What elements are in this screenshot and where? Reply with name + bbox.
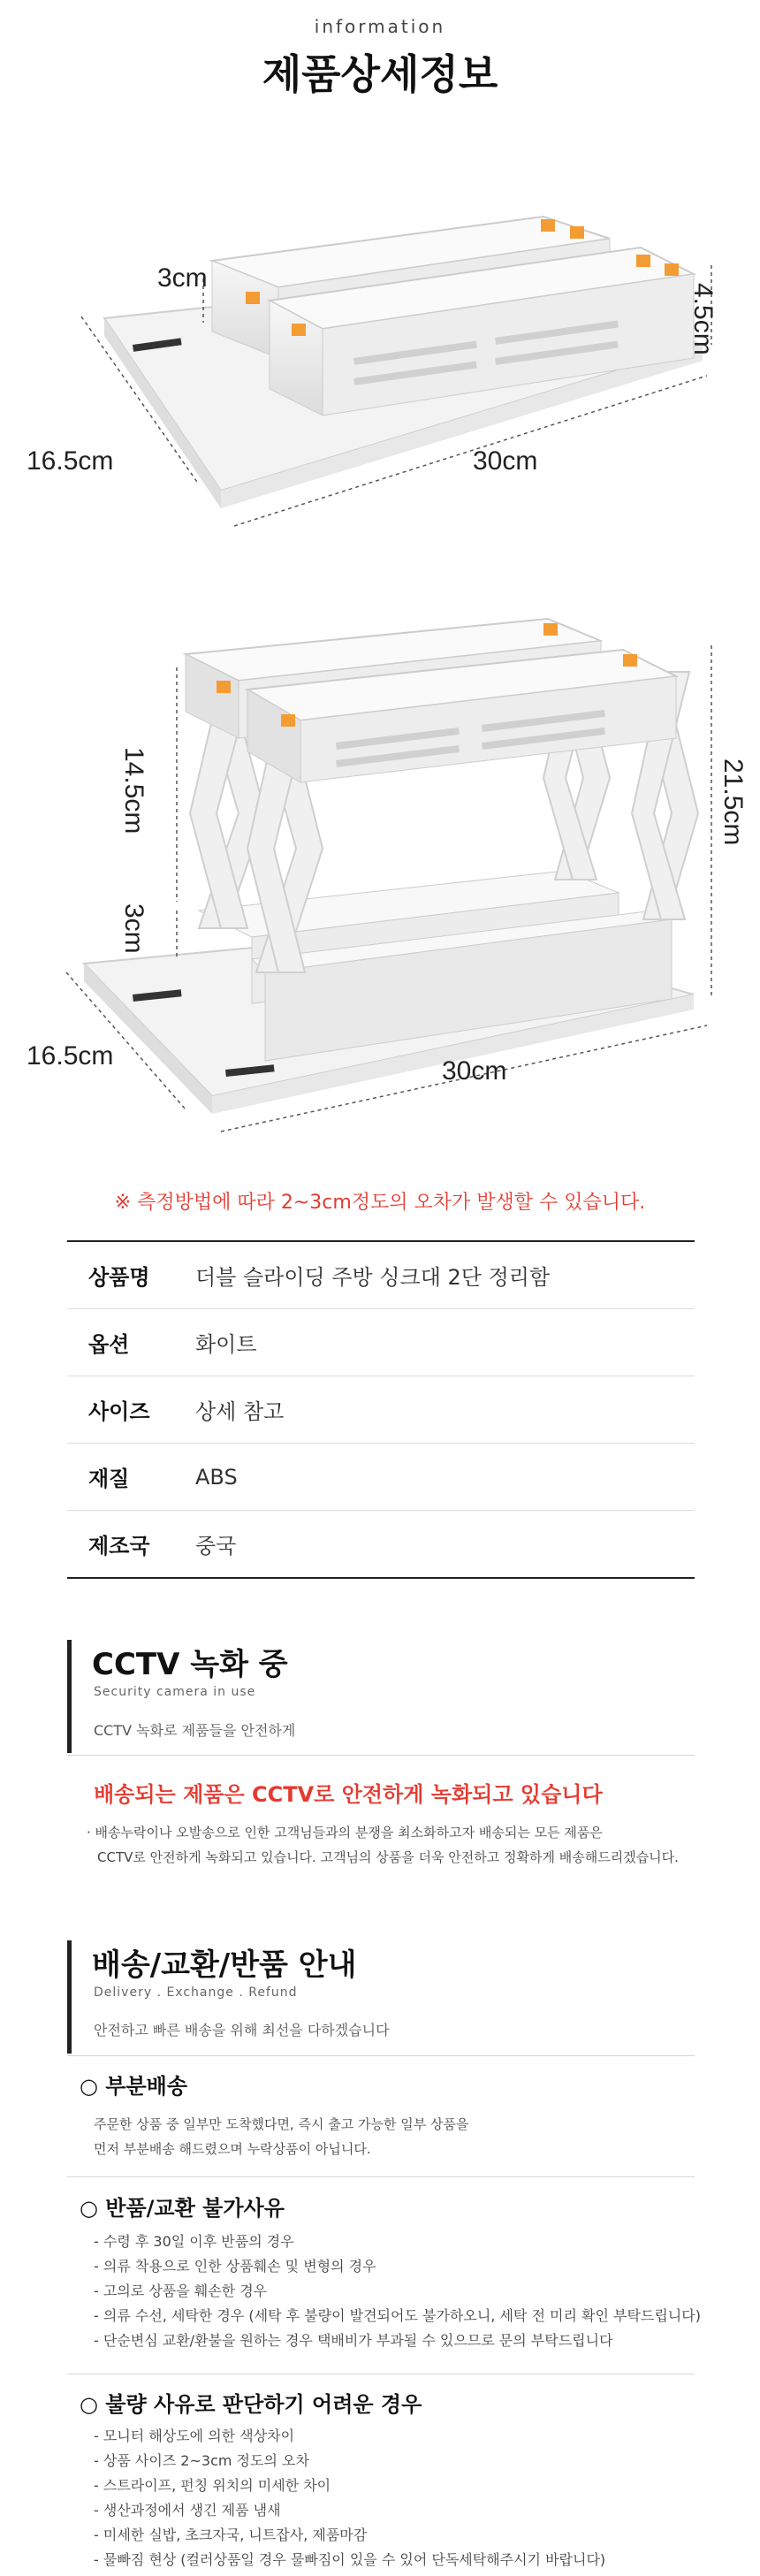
delivery-desc: 안전하고 빠른 배송을 위해 최선을 다하겠습니다 <box>94 2022 390 2039</box>
cctv-body-line1: · 배송누락이나 오발송으로 인한 고객님들과의 분쟁을 최소화하고자 배송되는 모든 제품은 <box>87 1825 603 1841</box>
dim-height-small: 3cm <box>157 263 208 293</box>
not-defect-heading: ○ 불량 사유로 판단하기 어려운 경우 <box>80 2392 422 2417</box>
spec-table <box>67 1240 695 1579</box>
spec-row-material <box>67 1444 695 1511</box>
product-diagram-single <box>0 133 760 539</box>
no-return-heading: ○ 반품/교환 불가사유 <box>80 2196 285 2221</box>
cctv-desc: CCTV 녹화로 제품들을 안전하게 <box>94 1722 296 1739</box>
product-diagram-stacked <box>0 557 760 1167</box>
list-item: - 단순변심 교환/환불을 원하는 경우 택배비가 부과될 수 있으므로 문의 부탁드립니다 <box>94 2332 613 2349</box>
dim-total-height: 21.5cm <box>718 758 748 846</box>
not-defect-title: 불량 사유로 판단하기 어려운 경우 <box>105 2392 422 2417</box>
partial-delivery-line2: 먼저 부분배송 해드렸으며 누락상품이 아닙니다. <box>94 2141 371 2157</box>
no-return-list <box>94 2229 701 2353</box>
spec-row-origin <box>67 1511 695 1577</box>
divider <box>67 2176 695 2177</box>
section-accent-bar <box>67 1640 72 1753</box>
list-item: - 의류 착용으로 인한 상품훼손 및 변형의 경우 <box>94 2258 376 2275</box>
section-accent-bar <box>67 1940 72 2054</box>
spec-value: ABS <box>195 1464 238 1490</box>
spec-label: 재질 <box>88 1467 130 1491</box>
info-eyebrow: information <box>314 16 446 37</box>
not-defect-list <box>94 2424 605 2572</box>
dim-width: 30cm <box>473 446 538 476</box>
list-item: - 스트라이프, 펀칭 위치의 미세한 차이 <box>94 2477 331 2494</box>
cctv-body-line2: CCTV로 안전하게 녹화되고 있습니다. 고객님의 상품을 더욱 안전하고 정확하게 배송해드리겠습니다. <box>97 1849 679 1865</box>
divider <box>67 1755 695 1756</box>
dim-depth: 16.5cm <box>27 446 114 476</box>
delivery-subtitle: Delivery . Exchange . Refund <box>94 1985 298 2000</box>
dim-lower-height: 3cm <box>119 903 148 954</box>
spec-value: 상세 참고 <box>195 1399 285 1424</box>
spec-label: 제조국 <box>88 1534 150 1559</box>
cctv-subtitle: Security camera in use <box>94 1685 256 1699</box>
dim-height-large: 4.5cm <box>688 283 718 355</box>
partial-delivery-heading: ○ 부분배송 <box>80 2074 188 2099</box>
no-return-title: 반품/교환 불가사유 <box>105 2196 285 2221</box>
list-item: - 미세한 실밥, 초크자국, 니트잡사, 제품마감 <box>94 2526 368 2543</box>
list-item: - 상품 사이즈 2~3cm 정도의 오차 <box>94 2452 309 2469</box>
list-item: - 모니터 해상도에 의한 색상차이 <box>94 2427 295 2444</box>
list-item: - 수령 후 30일 이후 반품의 경우 <box>94 2233 294 2250</box>
dim-upper-height: 14.5cm <box>119 747 148 835</box>
partial-delivery-line1: 주문한 상품 중 일부만 도착했다면, 즉시 출고 가능한 일부 상품을 <box>94 2116 469 2132</box>
spec-label: 옵션 <box>88 1332 130 1357</box>
spec-row-name <box>67 1242 695 1309</box>
list-item: - 고의로 상품을 훼손한 경우 <box>94 2283 268 2299</box>
measurement-notice: ※ 측정방법에 따라 2~3cm정도의 오차가 발생할 수 있습니다. <box>114 1192 646 1214</box>
spec-value: 화이트 <box>195 1332 257 1357</box>
spec-label: 상품명 <box>88 1265 150 1290</box>
page-title: 제품상세정보 <box>262 50 498 98</box>
spec-value: 더블 슬라이딩 주방 싱크대 2단 정리함 <box>195 1265 551 1290</box>
list-item: - 생산과정에서 생긴 제품 냄새 <box>94 2502 281 2519</box>
dim-width-2: 30cm <box>442 1056 507 1086</box>
list-item: - 물빠짐 현상 (컬러상품일 경우 물빠짐이 있을 수 있어 단독세탁해주시기 바랍니다) <box>94 2551 606 2568</box>
dim-depth-2: 16.5cm <box>27 1041 114 1071</box>
delivery-title: 배송/교환/반품 안내 <box>92 1947 357 1983</box>
spec-row-size <box>67 1376 695 1444</box>
list-item: - 의류 수선, 세탁한 경우 (세탁 후 불량이 발견되어도 불가하오니, 세탁 전 미리 확인 부탁드립니다) <box>94 2307 701 2324</box>
spec-row-option <box>67 1309 695 1376</box>
divider <box>67 2055 695 2056</box>
spec-value: 중국 <box>195 1534 237 1559</box>
partial-delivery-title: 부분배송 <box>105 2074 188 2099</box>
cctv-title: CCTV 녹화 중 <box>92 1647 288 1682</box>
cctv-headline: 배송되는 제품은 CCTV로 안전하게 녹화되고 있습니다 <box>94 1782 603 1807</box>
spec-label: 사이즈 <box>88 1399 150 1424</box>
